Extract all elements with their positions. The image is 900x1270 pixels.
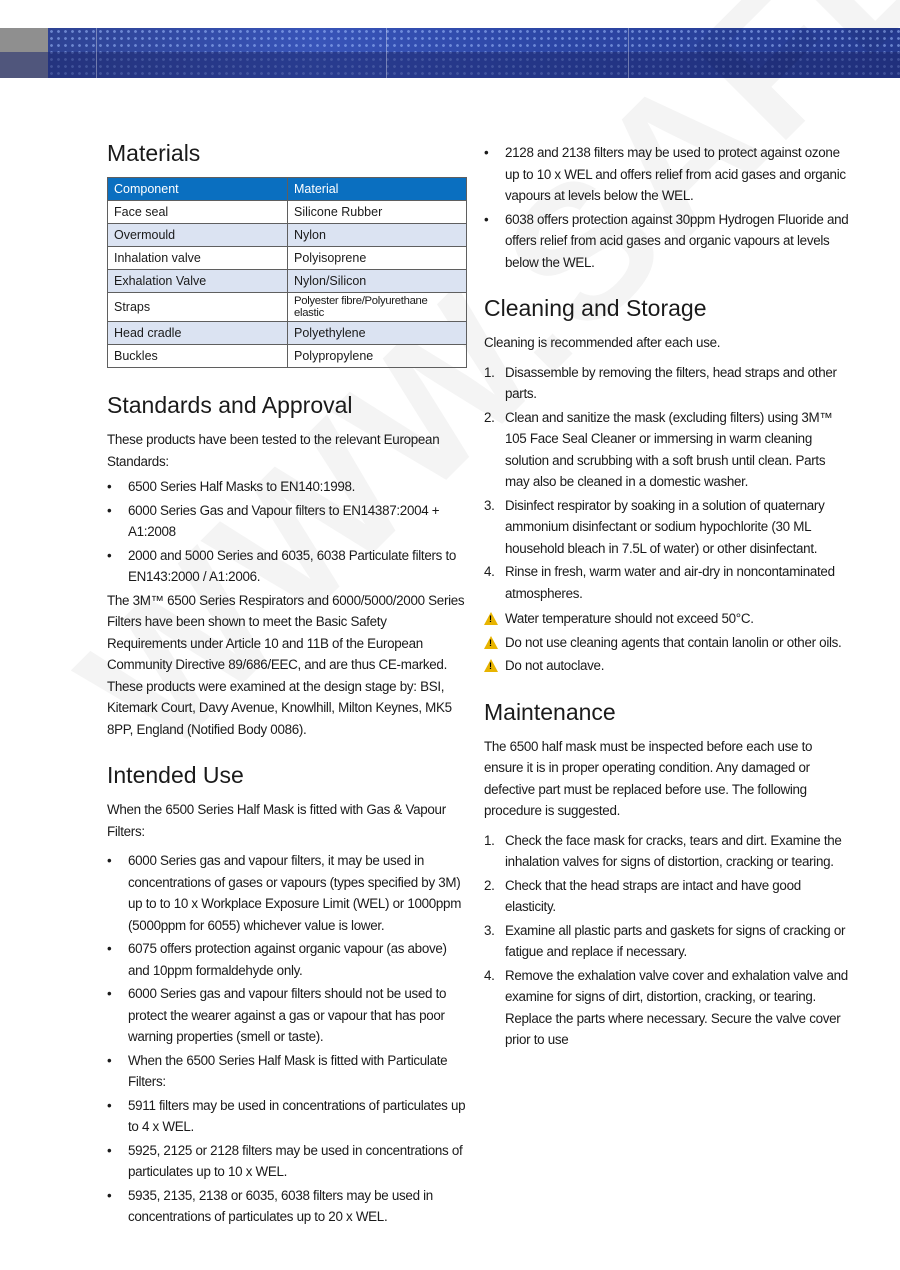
table-cell: Overmould bbox=[108, 224, 288, 247]
list-item-text: 2000 and 5000 Series and 6035, 6038 Particulate filters to EN143:2000 / A1:2006. bbox=[128, 547, 457, 584]
table-cell: Polyisoprene bbox=[288, 247, 467, 270]
table-cell: Silicone Rubber bbox=[288, 201, 467, 224]
bullet-icon: • bbox=[107, 547, 112, 563]
list-item bbox=[484, 142, 850, 207]
bullet-icon: • bbox=[107, 853, 112, 868]
list-item-text: When the 6500 Series Half Mask is fitted with Particulate Filters: bbox=[128, 1052, 448, 1089]
table-cell: Nylon/Silicon bbox=[288, 270, 467, 293]
step-number: 4. bbox=[484, 564, 495, 579]
step-number: 1. bbox=[484, 832, 495, 848]
warning-text: Do not use cleaning agents that contain lanolin or other oils. bbox=[505, 634, 842, 650]
maintenance-heading: Maintenance bbox=[484, 698, 616, 725]
bullet-icon: • bbox=[484, 211, 489, 227]
cleaning-heading: Cleaning and Storage bbox=[484, 295, 707, 321]
list-item bbox=[107, 545, 467, 588]
standards-heading: Standards and Approval bbox=[107, 392, 353, 418]
list-item bbox=[484, 495, 850, 560]
list-item-text: Examine all plastic parts and gaskets for signs of cracking or fatigue and replace if necessary. bbox=[505, 922, 846, 959]
bullet-icon: • bbox=[107, 1052, 112, 1068]
column-header: Material bbox=[288, 178, 467, 201]
list-item bbox=[107, 500, 467, 543]
list-item bbox=[484, 965, 850, 1051]
bullet-icon: • bbox=[107, 1097, 112, 1113]
list-item bbox=[107, 1050, 467, 1093]
table-row bbox=[108, 201, 467, 224]
list-item-text: 6000 Series Gas and Vapour filters to EN14387:2004 + A1:2008 bbox=[128, 502, 440, 539]
warning-icon: ! bbox=[484, 659, 498, 672]
list-item-text: 6500 Series Half Masks to EN140:1998. bbox=[128, 479, 356, 494]
materials-heading: Materials bbox=[107, 140, 201, 166]
bullet-icon: • bbox=[107, 1187, 112, 1203]
cleaning-warnings bbox=[484, 608, 850, 677]
list-item bbox=[107, 938, 467, 981]
right-column bbox=[484, 140, 850, 1053]
maintenance-intro: The 6500 half mask must be inspected before each use to ensure it is in proper operating condition. Any damaged or defective part must be replaced before use. The following procedure is suggested. bbox=[484, 738, 813, 818]
list-item-text: Disassemble by removing the filters, head straps and other parts. bbox=[505, 364, 837, 401]
bullet-icon: • bbox=[107, 986, 112, 1001]
table-cell: Face seal bbox=[108, 201, 288, 224]
table-cell: Head cradle bbox=[108, 322, 288, 345]
warning-icon: ! bbox=[484, 612, 498, 625]
table-row bbox=[108, 270, 467, 293]
left-column bbox=[107, 140, 467, 1230]
list-item bbox=[484, 875, 850, 918]
list-item bbox=[107, 850, 467, 936]
table-cell: Polyester fibre/Polyurethane elastic bbox=[288, 293, 467, 322]
list-item bbox=[107, 1140, 467, 1183]
list-item-text: Check that the head straps are intact and have good elasticity. bbox=[505, 877, 801, 914]
materials-table bbox=[107, 177, 467, 368]
list-item-text: Disinfect respirator by soaking in a solution of quaternary ammonium disinfectant or sodium hypochlorite (30 ML household bleach in 7.5L of water) or other disinfectant. bbox=[505, 497, 825, 556]
warning-item bbox=[484, 655, 850, 677]
list-item-text: 6075 offers protection against organic vapour (as above) and 10ppm formaldehyde only. bbox=[128, 941, 447, 978]
intended-use-intro: When the 6500 Series Half Mask is fitted with Gas & Vapour Filters: bbox=[107, 802, 446, 839]
list-item-text: Clean and sanitize the mask (excluding filters) using 3M™ 105 Face Seal Cleaner or immersing in warm cleaning solution and scrubbing with a soft brush until clean. Parts may also be cleaned in a domestic washer. bbox=[505, 409, 833, 489]
bullet-icon: • bbox=[107, 941, 112, 956]
table-cell: Exhalation Valve bbox=[108, 270, 288, 293]
table-row bbox=[108, 247, 467, 270]
list-item bbox=[484, 920, 850, 963]
table-row bbox=[108, 345, 467, 368]
list-item bbox=[484, 830, 850, 873]
list-item bbox=[107, 1095, 467, 1138]
table-cell: Polypropylene bbox=[288, 345, 467, 368]
list-item bbox=[484, 407, 850, 493]
step-number: 3. bbox=[484, 497, 495, 513]
step-number: 1. bbox=[484, 364, 495, 380]
list-item-text: 5911 filters may be used in concentrations of particulates up to 4 x WEL. bbox=[128, 1097, 466, 1134]
standards-list bbox=[107, 476, 467, 588]
standards-body: The 3M™ 6500 Series Respirators and 6000/5000/2000 Series Filters have been shown to meet the Basic Safety Requirements under Article 10 and 11B of the European Community Directive 89/686/EEC, and are thus CE-marked. These products were examined at the design stage by: BSI, Kitemark Court, Davy Avenue, Knowlhill, Milton Keynes, MK5 8PP, England (Notified Body 0086). bbox=[107, 592, 465, 737]
list-item-text: Rinse in fresh, warm water and air-dry in noncontaminated atmospheres. bbox=[505, 564, 835, 601]
bullet-icon: • bbox=[484, 145, 489, 160]
bullet-icon: • bbox=[107, 1142, 112, 1158]
list-item bbox=[484, 561, 850, 604]
list-item bbox=[107, 476, 467, 498]
banner-divider bbox=[96, 28, 97, 78]
table-cell: Inhalation valve bbox=[108, 247, 288, 270]
list-item-text: 6000 Series gas and vapour filters should not be used to protect the wearer against a gas or vapour that has poor warning properties (smell or taste). bbox=[128, 986, 447, 1044]
table-cell: Straps bbox=[108, 293, 288, 322]
step-number: 2. bbox=[484, 409, 495, 425]
list-item-text: 5935, 2135, 2138 or 6035, 6038 filters may be used in concentrations of particulates up to 20 x WEL. bbox=[128, 1187, 433, 1224]
table-cell: Buckles bbox=[108, 345, 288, 368]
list-item-text: 6000 Series gas and vapour filters, it may be used in concentrations of gases or vapours (types specified by 3M) up to to 10 x Workplace Exposure Limit (WEL) or 1000ppm (5000ppm for 6055) whichever value is lower. bbox=[128, 853, 462, 933]
table-row bbox=[108, 293, 467, 322]
warning-icon: ! bbox=[484, 636, 498, 649]
list-item-text: 5925, 2125 or 2128 filters may be used in concentrations of particulates up to 10 x WEL. bbox=[128, 1142, 463, 1179]
list-item bbox=[107, 1185, 467, 1228]
banner-divider bbox=[386, 28, 387, 78]
list-item-text: Remove the exhalation valve cover and exhalation valve and examine for signs of dirt, distortion, cracking, or tearing. Replace the parts where necessary. Secure the valve cover prior to use bbox=[505, 967, 848, 1047]
step-number: 3. bbox=[484, 922, 495, 938]
standards-intro: These products have been tested to the relevant European Standards: bbox=[107, 432, 440, 469]
maintenance-steps bbox=[484, 830, 850, 1051]
table-row bbox=[108, 322, 467, 345]
list-item-text: 2128 and 2138 filters may be used to protect against ozone up to 10 x WEL and offers relief from acid gases and organic vapours at levels below the WEL. bbox=[505, 145, 846, 203]
table-header-row bbox=[108, 178, 467, 201]
list-item bbox=[484, 362, 850, 405]
warning-text: Water temperature should not exceed 50°C. bbox=[505, 611, 754, 626]
list-item bbox=[484, 209, 850, 274]
warning-text: Do not autoclave. bbox=[505, 658, 605, 673]
step-number: 2. bbox=[484, 877, 495, 893]
list-item-text: 6038 offers protection against 30ppm Hydrogen Fluoride and offers relief from acid gases and organic vapours at levels below the WEL. bbox=[505, 211, 849, 270]
warning-item bbox=[484, 632, 850, 654]
intended-use-list-continued bbox=[484, 142, 850, 273]
intended-use-heading: Intended Use bbox=[107, 762, 244, 788]
table-row bbox=[108, 224, 467, 247]
table-cell: Nylon bbox=[288, 224, 467, 247]
bullet-icon: • bbox=[107, 502, 112, 518]
intended-use-list bbox=[107, 850, 467, 1228]
column-header: Component bbox=[108, 178, 288, 201]
cleaning-intro: Cleaning is recommended after each use. bbox=[484, 335, 721, 350]
warning-item bbox=[484, 608, 850, 630]
cleaning-steps bbox=[484, 362, 850, 605]
table-cell: Polyethylene bbox=[288, 322, 467, 345]
list-item bbox=[107, 983, 467, 1048]
list-item-text: Check the face mask for cracks, tears and dirt. Examine the inhalation valves for signs of distortion, cracking or tearing. bbox=[505, 832, 842, 869]
step-number: 4. bbox=[484, 967, 495, 983]
bullet-icon: • bbox=[107, 479, 112, 494]
